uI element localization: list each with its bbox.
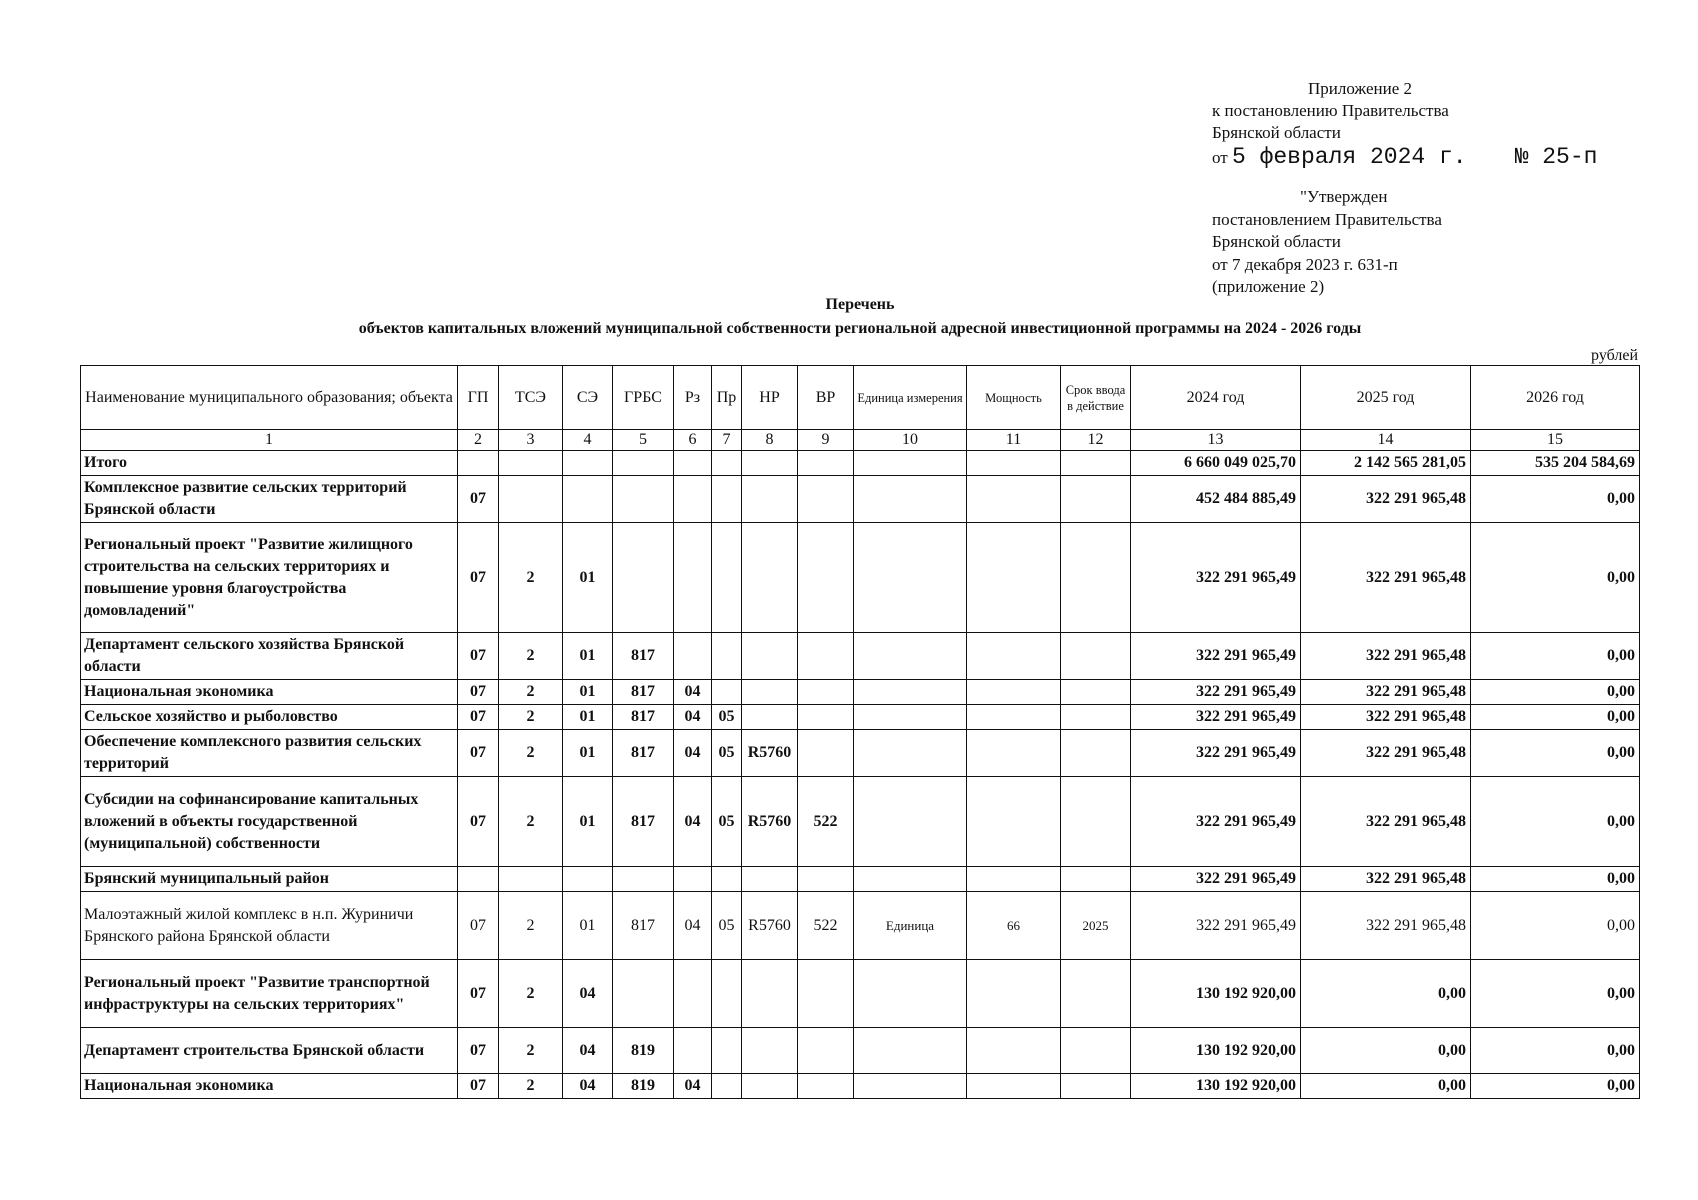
resolution-label: к постановлению Правительства (1212, 101, 1449, 120)
cell-se: 01 (563, 680, 613, 705)
cell-capacity (967, 960, 1061, 1028)
cell-capacity (967, 451, 1061, 476)
resolution-date-line (1212, 146, 1672, 169)
cell-vr (798, 867, 854, 892)
cell-tse: 2 (499, 777, 563, 867)
cell-vr (798, 680, 854, 705)
cell-2024: 322 291 965,49 (1131, 705, 1301, 730)
cell-gp (458, 451, 499, 476)
table-row (81, 867, 1640, 892)
cell-grbs: 817 (613, 777, 674, 867)
cell-2025: 322 291 965,48 (1301, 680, 1471, 705)
cell-gp: 07 (458, 633, 499, 680)
cell-vr (798, 1028, 854, 1074)
cell-name: Департамент строительства Брянской области (81, 1028, 458, 1074)
cell-grbs: 817 (613, 705, 674, 730)
cell-2026: 0,00 (1471, 730, 1640, 777)
cell-unit (854, 476, 967, 523)
cell-nr: R5760 (742, 892, 798, 960)
cell-2025: 322 291 965,48 (1301, 705, 1471, 730)
column-number: 15 (1471, 430, 1640, 451)
table-row (81, 730, 1640, 777)
cell-se (563, 476, 613, 523)
cell-unit (854, 730, 967, 777)
cell-2024: 130 192 920,00 (1131, 1028, 1301, 1074)
cell-tse: 2 (499, 892, 563, 960)
header-name: Наименование муниципального образования; объекта (81, 366, 458, 430)
cell-se (563, 451, 613, 476)
cell-2026: 0,00 (1471, 476, 1640, 523)
cell-term (1061, 730, 1131, 777)
cell-tse: 2 (499, 1028, 563, 1074)
table-row (81, 451, 1640, 476)
cell-se: 01 (563, 730, 613, 777)
cell-term (1061, 633, 1131, 680)
cell-rz: 04 (674, 730, 712, 777)
cell-vr (798, 960, 854, 1028)
cell-se: 01 (563, 892, 613, 960)
cell-term (1061, 960, 1131, 1028)
cell-rz (674, 1028, 712, 1074)
cell-grbs (613, 476, 674, 523)
cell-se (563, 867, 613, 892)
header-2026: 2026 год (1471, 366, 1640, 430)
cell-2026: 0,00 (1471, 705, 1640, 730)
cell-grbs: 817 (613, 892, 674, 960)
header-2024: 2024 год (1131, 366, 1301, 430)
cell-capacity (967, 680, 1061, 705)
cell-nr (742, 523, 798, 633)
cell-grbs (613, 960, 674, 1028)
column-number: 4 (563, 430, 613, 451)
cell-capacity (967, 1074, 1061, 1099)
cell-tse (499, 867, 563, 892)
cell-gp: 07 (458, 476, 499, 523)
cell-gp: 07 (458, 892, 499, 960)
column-number: 7 (712, 430, 742, 451)
date-prefix: от (1212, 148, 1228, 167)
cell-2025: 2 142 565 281,05 (1301, 451, 1471, 476)
cell-term (1061, 777, 1131, 867)
approval-line-4: от 7 декабря 2023 г. 631-п (1212, 254, 1398, 274)
cell-2025: 0,00 (1301, 1028, 1471, 1074)
cell-se: 01 (563, 633, 613, 680)
cell-rz: 04 (674, 705, 712, 730)
column-number: 13 (1131, 430, 1301, 451)
cell-2025: 322 291 965,48 (1301, 777, 1471, 867)
cell-capacity: 66 (967, 892, 1061, 960)
cell-tse (499, 476, 563, 523)
column-number: 6 (674, 430, 712, 451)
cell-capacity (967, 523, 1061, 633)
cell-unit (854, 960, 967, 1028)
column-number: 11 (967, 430, 1061, 451)
table-row (81, 633, 1640, 680)
cell-tse: 2 (499, 705, 563, 730)
cell-gp: 07 (458, 1028, 499, 1074)
cell-nr (742, 1074, 798, 1099)
cell-2025: 322 291 965,48 (1301, 867, 1471, 892)
cell-unit: Единица (854, 892, 967, 960)
cell-2024: 322 291 965,49 (1131, 633, 1301, 680)
cell-name: Комплексное развитие сельских территорий Брянской области (81, 476, 458, 523)
cell-se: 01 (563, 523, 613, 633)
cell-pr (712, 633, 742, 680)
cell-unit (854, 680, 967, 705)
cell-2024: 130 192 920,00 (1131, 960, 1301, 1028)
cell-2025: 322 291 965,48 (1301, 730, 1471, 777)
cell-2025: 0,00 (1301, 1074, 1471, 1099)
cell-nr (742, 867, 798, 892)
table-row (81, 960, 1640, 1028)
cell-pr: 05 (712, 777, 742, 867)
cell-se: 04 (563, 1028, 613, 1074)
column-number: 1 (81, 430, 458, 451)
header-gp: ГП (458, 366, 499, 430)
cell-2026: 0,00 (1471, 523, 1640, 633)
cell-term (1061, 451, 1131, 476)
cell-2025: 322 291 965,48 (1301, 892, 1471, 960)
cell-name: Субсидии на софинансирование капитальных вложений в объекты государственной (муниципальной) собственности (81, 777, 458, 867)
cell-nr (742, 476, 798, 523)
cell-term (1061, 523, 1131, 633)
cell-gp: 07 (458, 705, 499, 730)
cell-unit (854, 1028, 967, 1074)
cell-rz: 04 (674, 892, 712, 960)
table-row (81, 705, 1640, 730)
cell-term: 2025 (1061, 892, 1131, 960)
table-row (81, 476, 1640, 523)
header-capacity: Мощность (967, 366, 1061, 430)
cell-gp: 07 (458, 680, 499, 705)
cell-vr (798, 705, 854, 730)
cell-2026: 0,00 (1471, 1028, 1640, 1074)
cell-rz (674, 867, 712, 892)
table-row (81, 680, 1640, 705)
cell-gp: 07 (458, 960, 499, 1028)
cell-2025: 0,00 (1301, 960, 1471, 1028)
table-row (81, 777, 1640, 867)
cell-pr: 05 (712, 892, 742, 960)
cell-se: 01 (563, 705, 613, 730)
table-header-row (81, 366, 1640, 430)
cell-2025: 322 291 965,48 (1301, 476, 1471, 523)
cell-pr: 05 (712, 705, 742, 730)
cell-term (1061, 680, 1131, 705)
cell-capacity (967, 730, 1061, 777)
cell-pr: 05 (712, 730, 742, 777)
cell-2024: 322 291 965,49 (1131, 777, 1301, 867)
cell-nr (742, 451, 798, 476)
investment-program-table (80, 365, 1640, 1099)
table-row (81, 1074, 1640, 1099)
cell-term (1061, 1028, 1131, 1074)
cell-rz: 04 (674, 680, 712, 705)
cell-unit (854, 633, 967, 680)
resolution-number: № 25-п (1514, 144, 1598, 170)
table-row (81, 523, 1640, 633)
cell-rz (674, 451, 712, 476)
approval-line-2: постановлением Правительства (1212, 209, 1442, 229)
cell-2026: 0,00 (1471, 1074, 1640, 1099)
column-number: 8 (742, 430, 798, 451)
cell-2024: 322 291 965,49 (1131, 730, 1301, 777)
cell-2025: 322 291 965,48 (1301, 523, 1471, 633)
cell-grbs (613, 867, 674, 892)
cell-rz (674, 633, 712, 680)
cell-2024: 322 291 965,49 (1131, 523, 1301, 633)
cell-pr (712, 867, 742, 892)
cell-2026: 535 204 584,69 (1471, 451, 1640, 476)
cell-name: Малоэтажный жилой комплекс в н.п. Журиничи Брянского района Брянской области (81, 892, 458, 960)
cell-grbs: 819 (613, 1028, 674, 1074)
cell-name: Брянский муниципальный район (81, 867, 458, 892)
cell-tse: 2 (499, 633, 563, 680)
cell-vr: 522 (798, 777, 854, 867)
cell-rz (674, 960, 712, 1028)
cell-vr (798, 633, 854, 680)
column-number: 2 (458, 430, 499, 451)
cell-grbs: 817 (613, 680, 674, 705)
cell-grbs (613, 451, 674, 476)
cell-grbs (613, 523, 674, 633)
document-subtitle: объектов капитальных вложений муниципальной собственности региональной адресной инвестиционной программы на 2024 - 2026 годы (358, 320, 1362, 337)
cell-vr (798, 523, 854, 633)
cell-pr (712, 680, 742, 705)
header-rz: Рз (674, 366, 712, 430)
cell-tse: 2 (499, 730, 563, 777)
header-vr: ВР (798, 366, 854, 430)
cell-2024: 6 660 049 025,70 (1131, 451, 1301, 476)
cell-se: 04 (563, 1074, 613, 1099)
cell-name: Обеспечение комплексного развития сельских территорий (81, 730, 458, 777)
cell-unit (854, 451, 967, 476)
resolution-date: 5 февраля 2024 г. (1231, 144, 1467, 170)
cell-pr (712, 1074, 742, 1099)
cell-pr (712, 1028, 742, 1074)
cell-tse: 2 (499, 680, 563, 705)
cell-gp: 07 (458, 1074, 499, 1099)
cell-tse: 2 (499, 1074, 563, 1099)
approval-line-1: "Утвержден (1300, 187, 1388, 206)
cell-pr (712, 476, 742, 523)
table-row (81, 1028, 1640, 1074)
cell-2026: 0,00 (1471, 777, 1640, 867)
region-label: Брянской области (1212, 123, 1341, 142)
cell-se: 01 (563, 777, 613, 867)
cell-name: Департамент сельского хозяйства Брянской области (81, 633, 458, 680)
header-nr: НР (742, 366, 798, 430)
cell-gp: 07 (458, 523, 499, 633)
cell-vr (798, 730, 854, 777)
cell-2024: 130 192 920,00 (1131, 1074, 1301, 1099)
cell-term (1061, 705, 1131, 730)
cell-vr (798, 1074, 854, 1099)
currency-unit-label: рублей (1591, 347, 1638, 364)
cell-unit (854, 777, 967, 867)
cell-unit (854, 705, 967, 730)
document-title: Перечень (825, 296, 895, 313)
appendix-header (1212, 78, 1672, 169)
cell-grbs: 817 (613, 730, 674, 777)
cell-rz (674, 523, 712, 633)
appendix-label: Приложение 2 (1308, 79, 1412, 98)
approval-note (1212, 186, 1672, 299)
cell-gp: 07 (458, 730, 499, 777)
cell-unit (854, 523, 967, 633)
cell-se: 04 (563, 960, 613, 1028)
cell-tse: 2 (499, 960, 563, 1028)
cell-2024: 322 291 965,49 (1131, 892, 1301, 960)
table-row (81, 892, 1640, 960)
cell-capacity (967, 476, 1061, 523)
column-number: 5 (613, 430, 674, 451)
header-se: СЭ (563, 366, 613, 430)
cell-capacity (967, 705, 1061, 730)
cell-tse: 2 (499, 523, 563, 633)
column-number: 12 (1061, 430, 1131, 451)
cell-unit (854, 1074, 967, 1099)
cell-nr: R5760 (742, 730, 798, 777)
cell-name: Сельское хозяйство и рыболовство (81, 705, 458, 730)
header-tse: ТСЭ (499, 366, 563, 430)
cell-nr (742, 633, 798, 680)
cell-2024: 322 291 965,49 (1131, 867, 1301, 892)
header-grbs: ГРБС (613, 366, 674, 430)
header-unit: Единица измерения (854, 366, 967, 430)
column-number: 3 (499, 430, 563, 451)
cell-tse (499, 451, 563, 476)
cell-nr (742, 960, 798, 1028)
cell-2025: 322 291 965,48 (1301, 633, 1471, 680)
cell-rz: 04 (674, 777, 712, 867)
cell-name: Итого (81, 451, 458, 476)
cell-2026: 0,00 (1471, 960, 1640, 1028)
column-number: 9 (798, 430, 854, 451)
cell-name: Региональный проект "Развитие жилищного строительства на сельских территориях и повышение уровня благоустройства домовладений" (81, 523, 458, 633)
column-number-row (81, 430, 1640, 451)
cell-unit (854, 867, 967, 892)
cell-capacity (967, 633, 1061, 680)
column-number: 10 (854, 430, 967, 451)
cell-2026: 0,00 (1471, 680, 1640, 705)
header-term: Срок ввода в действие (1061, 366, 1131, 430)
cell-2026: 0,00 (1471, 867, 1640, 892)
cell-rz: 04 (674, 1074, 712, 1099)
header-2025: 2025 год (1301, 366, 1471, 430)
approval-line-3: Брянской области (1212, 232, 1341, 251)
approval-line-5: (приложение 2) (1212, 277, 1325, 296)
column-number: 14 (1301, 430, 1471, 451)
cell-2024: 452 484 885,49 (1131, 476, 1301, 523)
cell-pr (712, 960, 742, 1028)
cell-nr (742, 1028, 798, 1074)
cell-vr (798, 451, 854, 476)
cell-capacity (967, 777, 1061, 867)
cell-rz (674, 476, 712, 523)
cell-pr (712, 523, 742, 633)
cell-capacity (967, 867, 1061, 892)
cell-gp: 07 (458, 777, 499, 867)
cell-grbs: 819 (613, 1074, 674, 1099)
cell-2026: 0,00 (1471, 633, 1640, 680)
cell-name: Национальная экономика (81, 1074, 458, 1099)
cell-capacity (967, 1028, 1061, 1074)
cell-term (1061, 867, 1131, 892)
cell-nr (742, 705, 798, 730)
cell-term (1061, 1074, 1131, 1099)
cell-gp (458, 867, 499, 892)
cell-grbs: 817 (613, 633, 674, 680)
cell-name: Региональный проект "Развитие транспортной инфраструктуры на сельских территориях" (81, 960, 458, 1028)
cell-nr: R5760 (742, 777, 798, 867)
cell-pr (712, 451, 742, 476)
header-pr: Пр (712, 366, 742, 430)
cell-name: Национальная экономика (81, 680, 458, 705)
cell-term (1061, 476, 1131, 523)
cell-2026: 0,00 (1471, 892, 1640, 960)
cell-vr (798, 476, 854, 523)
cell-nr (742, 680, 798, 705)
cell-2024: 322 291 965,49 (1131, 680, 1301, 705)
cell-vr: 522 (798, 892, 854, 960)
